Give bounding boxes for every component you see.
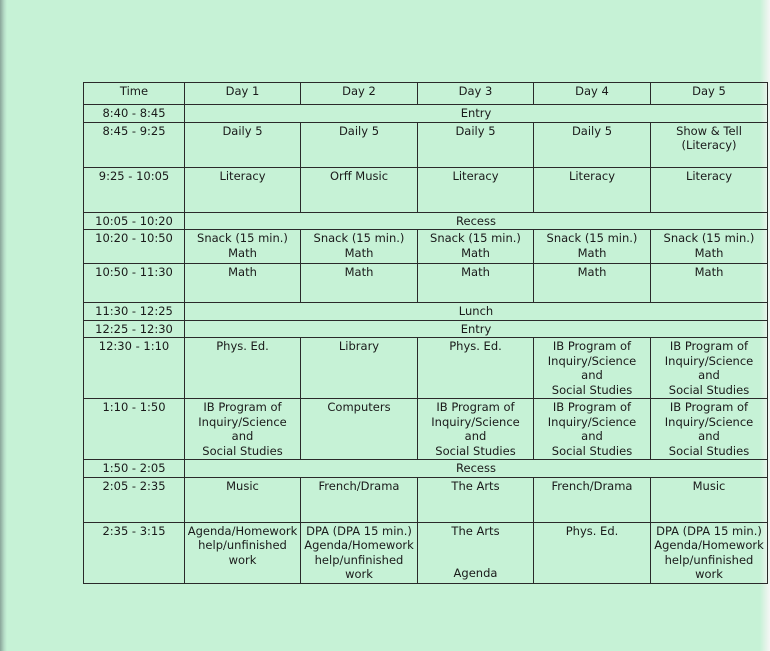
activity-cell: Phys. Ed. <box>418 338 534 399</box>
activity-cell: Literacy <box>185 167 301 212</box>
time-cell: 2:05 - 2:35 <box>84 477 185 522</box>
table-row <box>84 522 768 583</box>
time-cell: 1:10 - 1:50 <box>84 399 185 460</box>
activity-cell: IB Program of Inquiry/Science and Social Studies <box>651 338 768 399</box>
recess-cell: Recess <box>185 460 768 478</box>
header-row <box>84 83 768 105</box>
paper-edge-left <box>0 0 7 651</box>
table-row <box>84 338 768 399</box>
arts-label: The Arts <box>451 523 500 538</box>
activity-cell: Daily 5 <box>418 122 534 167</box>
time-cell: 8:40 - 8:45 <box>84 105 185 123</box>
table-row <box>84 477 768 522</box>
activity-cell: Daily 5 <box>301 122 418 167</box>
activity-cell: DPA (DPA 15 min.) Agenda/Homework help/unfinished work <box>651 522 768 583</box>
time-header: Time <box>84 83 185 105</box>
activity-cell: Snack (15 min.) Math <box>418 230 534 264</box>
table-row <box>84 399 768 460</box>
day-4-header: Day 4 <box>534 83 651 105</box>
activity-cell: French/Drama <box>301 477 418 522</box>
activity-cell: French/Drama <box>534 477 651 522</box>
time-cell: 11:30 - 12:25 <box>84 303 185 321</box>
day-5-header: Day 5 <box>651 83 768 105</box>
time-cell: 10:20 - 10:50 <box>84 230 185 264</box>
activity-cell <box>418 522 534 583</box>
day-3-header: Day 3 <box>418 83 534 105</box>
time-cell: 8:45 - 9:25 <box>84 122 185 167</box>
activity-cell: Snack (15 min.) Math <box>651 230 768 264</box>
activity-cell: IB Program of Inquiry/Science and Social Studies <box>418 399 534 460</box>
activity-cell: Literacy <box>534 167 651 212</box>
table-row <box>84 264 768 303</box>
table-row <box>84 167 768 212</box>
activity-cell: Daily 5 <box>534 122 651 167</box>
activity-cell: Math <box>534 264 651 303</box>
activity-cell: Daily 5 <box>185 122 301 167</box>
schedule-table <box>83 82 768 584</box>
activity-cell: Library <box>301 338 418 399</box>
time-cell: 2:35 - 3:15 <box>84 522 185 583</box>
table-row <box>84 122 768 167</box>
table-row <box>84 320 768 338</box>
table-row <box>84 105 768 123</box>
activity-cell: IB Program of Inquiry/Science and Social Studies <box>534 399 651 460</box>
activity-cell: Snack (15 min.) Math <box>301 230 418 264</box>
entry-cell: Entry <box>185 105 768 123</box>
time-cell: 10:05 - 10:20 <box>84 212 185 230</box>
time-cell: 1:50 - 2:05 <box>84 460 185 478</box>
activity-cell: Phys. Ed. <box>534 522 651 583</box>
table-row <box>84 212 768 230</box>
agenda-label: Agenda <box>453 566 498 580</box>
activity-cell: IB Program of Inquiry/Science and Social Studies <box>534 338 651 399</box>
table-row <box>84 303 768 321</box>
time-cell: 12:25 - 12:30 <box>84 320 185 338</box>
activity-cell: Show & Tell (Literacy) <box>651 122 768 167</box>
activity-cell: The Arts <box>418 477 534 522</box>
activity-cell: DPA (DPA 15 min.) Agenda/Homework help/unfinished work <box>301 522 418 583</box>
activity-cell: Snack (15 min.) Math <box>185 230 301 264</box>
activity-cell: Literacy <box>418 167 534 212</box>
activity-cell: Math <box>301 264 418 303</box>
time-cell: 9:25 - 10:05 <box>84 167 185 212</box>
recess-cell: Recess <box>185 212 768 230</box>
activity-cell: Computers <box>301 399 418 460</box>
activity-cell: Phys. Ed. <box>185 338 301 399</box>
activity-cell: Music <box>185 477 301 522</box>
activity-cell: Math <box>418 264 534 303</box>
lunch-cell: Lunch <box>185 303 768 321</box>
activity-cell: Literacy <box>651 167 768 212</box>
activity-cell: Agenda/Homework help/unfinished work <box>185 522 301 583</box>
time-cell: 12:30 - 1:10 <box>84 338 185 399</box>
activity-cell: IB Program of Inquiry/Science and Social Studies <box>185 399 301 460</box>
day-2-header: Day 2 <box>301 83 418 105</box>
table-row <box>84 230 768 264</box>
activity-cell: Math <box>185 264 301 303</box>
activity-cell: Music <box>651 477 768 522</box>
activity-cell: Orff Music <box>301 167 418 212</box>
entry-cell: Entry <box>185 320 768 338</box>
table-row <box>84 460 768 478</box>
time-cell: 10:50 - 11:30 <box>84 264 185 303</box>
activity-cell: Snack (15 min.) Math <box>534 230 651 264</box>
day-1-header: Day 1 <box>185 83 301 105</box>
activity-cell: IB Program of Inquiry/Science and Social Studies <box>651 399 768 460</box>
activity-cell: Math <box>651 264 768 303</box>
